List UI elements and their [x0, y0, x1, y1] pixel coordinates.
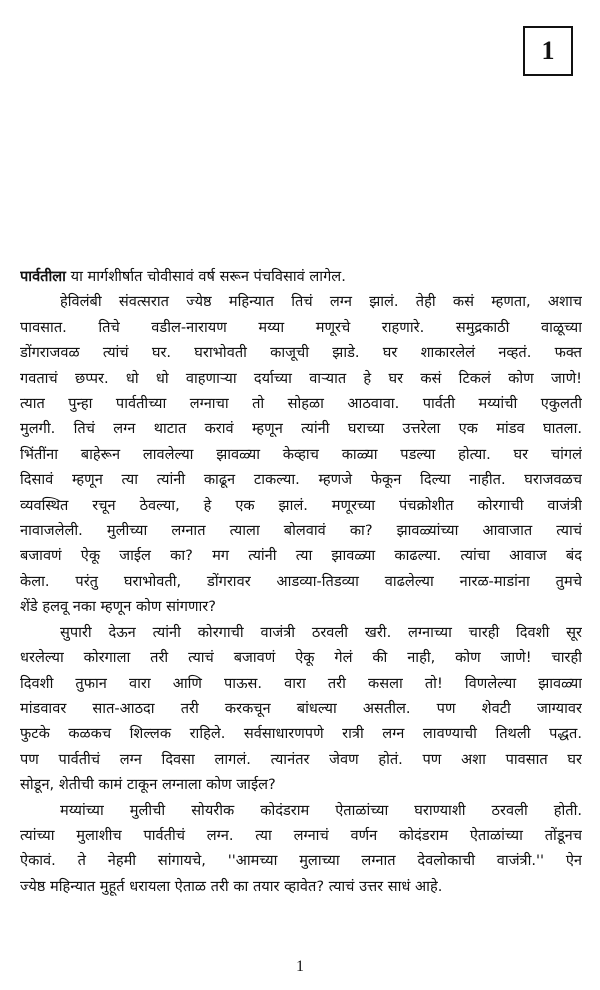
text-line: डोंगराजवळ त्यांचं घर. घराभोवती काजूची झाडे. घर शाकारलेलं नव्हतं. फक्त	[20, 344, 582, 362]
opening-line-rest: या मार्गशीर्षात चोवीसावं वर्ष सरून पंचविसावं लागेल.	[65, 268, 346, 285]
paragraph	[20, 798, 582, 900]
text-line: मांडवावर सात-आठदा तरी करकचून बांधल्या असतील. पण शेवटी जाग्यावर	[20, 699, 582, 717]
opening-word: पार्वतीला	[20, 268, 66, 285]
body-text	[20, 264, 582, 899]
text-line: बजावणं ऐकू जाईल का? मग त्यांनी त्या झावळ्या काढल्या. त्यांचा आवाज बंद	[20, 547, 582, 565]
text-line: दिसावं म्हणून त्या त्यांनी काढून टाकल्या. म्हणजे फेकून दिल्या नाहीत. घराजवळच	[20, 471, 582, 489]
text-line: गवताचं छप्पर. धो धो वाहणाऱ्या दर्याच्या वाऱ्यात हे घर कसं टिकलं कोण जाणे!	[20, 369, 582, 387]
text-line: हेविलंबी संवत्सरात ज्येष्ठ महिन्यात तिचं लग्न झालं. तेही कसं म्हणता, अशाच	[60, 293, 582, 311]
text-line: सोडून, शेतीची कामं टाकून लग्नाला कोण जाईल?	[20, 776, 276, 794]
text-line: ज्येष्ठ महिन्यात मुहूर्त धरायला ऐताळ तरी का तयार व्हावेत? त्याचं उत्तर साधं आहे.	[20, 877, 443, 895]
paragraph	[20, 620, 582, 798]
paragraphs	[20, 289, 582, 899]
text-line: मुलगी. तिचं लग्न थाटात करावं म्हणून त्यांनी घराच्या उत्तरेला एक मांडव घातला.	[20, 420, 582, 438]
text-line: केला. परंतु घराभोवती, डोंगरावर आडव्या-तिडव्या वाढलेल्या नारळ-माडांना तुमचे	[20, 572, 582, 590]
chapter-number: 1	[541, 36, 555, 65]
text-line: शेंडे हलवू नका म्हणून कोण सांगणार?	[20, 598, 217, 616]
text-line: पावसात. तिचे वडील-नारायण मय्या मणूरचे राहणारे. समुद्रकाठी वाळूच्या	[20, 318, 582, 336]
text-line: फुटके कळकच शिल्लक राहिले. सर्वसाधारणपणे रात्री लग्न लावण्याची तिथली पद्धत.	[20, 725, 582, 743]
text-line: व्यवस्थित रचून ठेवल्या, हे एक झालं. मणूरच्या पंचक्रोशीत कोरगाची वाजंत्री	[20, 496, 582, 514]
text-line: पण पार्वतीचं लग्न दिवसा लागलं. त्यानंतर जेवण होतं. पण अशा पावसात घर	[20, 750, 582, 768]
chapter-number-box	[523, 26, 573, 76]
text-line: ऐकावं. ते नेहमी सांगायचे, ''आमच्या मुलाच्या लग्नात देवलोकाची वाजंत्री.'' ऐन	[20, 852, 582, 870]
opening-line	[20, 264, 582, 289]
text-line: दिवशी तुफान वारा आणि पाऊस. वारा तरी कसला तो! विणलेल्या झावळ्या	[20, 674, 582, 692]
text-line: सुपारी देऊन त्यांनी कोरगाची वाजंत्री ठरवली खरी. लग्नाच्या चारही दिवशी सूर	[60, 623, 582, 641]
text-line: मय्यांच्या मुलीची सोयरीक कोदंडराम ऐताळांच्या घराण्याशी ठरवली होती.	[60, 801, 582, 819]
text-line: धरलेल्या कोरगाला तरी त्याचं बजावणं ऐकू गेलं की नाही, कोण जाणे! चारही	[20, 649, 582, 667]
page-number: 1	[296, 958, 304, 975]
text-line: भिंतींना बाहेरून लावलेल्या झावळ्या केव्हाच काळ्या पडल्या होत्या. घर चांगलं	[20, 445, 582, 463]
text-line: नावाजलेली. मुलीच्या लग्नात त्याला बोलवावं का? झावळ्यांच्या आवाजात त्याचं	[20, 522, 582, 540]
text-line: त्यांच्या मुलाशीच पार्वतीचं लग्न. त्या लग्नाचं वर्णन कोदंडराम ऐताळांच्या तोंडूनच	[20, 826, 582, 844]
text-line: त्यात पुन्हा पार्वतीच्या लग्नाचा तो सोहळा आठवावा. पार्वती मय्यांची एकुलती	[20, 395, 582, 413]
paragraph	[20, 289, 582, 619]
